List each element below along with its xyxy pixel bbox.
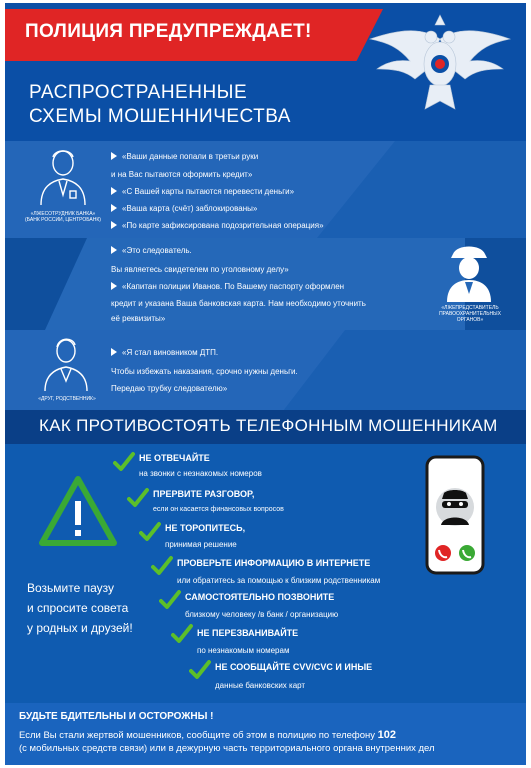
bank-quote-2-text: «С Вашей карты пытаются перевести деньги» <box>122 187 295 196</box>
police-phone-number: 102 <box>377 729 396 741</box>
bank-quote-3 <box>111 204 257 214</box>
police-quote-1-text: «Это следователь. <box>122 246 192 255</box>
banner-title: ПОЛИЦИЯ ПРЕДУПРЕЖДАЕТ! <box>25 21 312 42</box>
tip-1-sub: на звонки с незнакомых номеров <box>139 469 262 478</box>
bullet-triangle-icon <box>111 204 117 212</box>
tip-5-sub: близкому человеку /в банк / организацию <box>185 610 339 619</box>
relative-quote-1c-text: Передаю трубку следователю» <box>111 384 228 393</box>
poster <box>5 3 526 765</box>
relative-role-label <box>29 396 105 402</box>
check-icon <box>127 487 149 509</box>
bullet-triangle-icon <box>111 282 117 290</box>
bank-role-line-1: «ЛЖЕСОТРУДНИК БАНКА» <box>30 211 96 217</box>
tip-2-sub: если он касается финансовых вопросов <box>153 506 284 513</box>
phone-thief-icon <box>425 455 485 575</box>
warning-triangle-icon <box>37 473 119 549</box>
police-quote-1 <box>111 246 192 256</box>
police-quote-1b-text: Вы являетесь свидетелем по уголовному делу» <box>111 265 289 274</box>
bullet-triangle-icon <box>111 187 117 195</box>
bank-quote-3-text: «Ваша карта (счёт) заблокированы» <box>122 204 258 213</box>
check-icon <box>139 521 161 543</box>
bank-role-line-2: (БАНК РОССИИ, ЦЕНТРОБАНК) <box>25 217 101 223</box>
relative-quote-1b <box>111 367 298 377</box>
police-quote-2c-text: её реквизиты» <box>111 314 166 323</box>
relative-quote-1 <box>111 348 218 358</box>
bullet-triangle-icon <box>111 221 117 229</box>
police-role-line-3: ОРГАНОВ» <box>456 317 484 323</box>
police-quote-2 <box>111 282 344 292</box>
footer-heading: БУДЬТЕ БДИТЕЛЬНЫ И ОСТОРОЖНЫ ! <box>19 711 214 722</box>
police-quote-2c <box>111 314 165 324</box>
tip-6-sub: по незнакомым номерам <box>197 646 290 655</box>
relative-quote-1b-text: Чтобы избежать наказания, срочно нужны деньги. <box>111 367 298 376</box>
bank-quote-1-text: «Ваши данные попали в третьи руки <box>122 152 259 161</box>
police-quote-1b <box>111 265 289 275</box>
police-officer-icon <box>443 242 495 304</box>
tip-1-head: НЕ ОТВЕЧАЙТЕ <box>139 453 210 463</box>
police-role-line-1: «ЛЖЕПРЕДСТАВИТЕЛЬ <box>441 305 499 311</box>
advice-line-1: Возьмите паузу <box>27 581 115 595</box>
page-heading <box>29 81 291 129</box>
bank-quote-1b <box>111 170 252 180</box>
bullet-triangle-icon <box>111 152 117 160</box>
bank-quote-2 <box>111 187 294 197</box>
tip-3-sub: принимая решение <box>165 540 237 549</box>
police-quote-2b-text: кредит и указана Ваша банковская карта. Нам необходимо уточнить <box>111 299 366 308</box>
police-role-line-2: ПРАВООХРАНИТЕЛЬНЫХ <box>439 311 501 317</box>
bullet-triangle-icon <box>111 246 117 254</box>
section-title: КАК ПРОТИВОСТОЯТЬ ТЕЛЕФОННЫМ МОШЕННИКАМ <box>39 416 498 435</box>
tip-4-head: ПРОВЕРЬТЕ ИНФОРМАЦИЮ В ИНТЕРНЕТЕ <box>177 558 371 568</box>
tip-4-sub: или обратитесь за помощью к близким родственникам <box>177 576 381 585</box>
tip-2-head: ПРЕРВИТЕ РАЗГОВОР, <box>153 489 255 499</box>
footer-line-2: (с мобильных средств связи) или в дежурную часть территориального органа внутренних дел <box>19 743 435 754</box>
heading-line-1: РАСПРОСТРАНЕННЫЕ <box>29 82 248 103</box>
check-icon <box>159 589 181 611</box>
bank-employee-icon <box>37 145 89 207</box>
tip-5-head: САМОСТОЯТЕЛЬНО ПОЗВОНИТЕ <box>185 592 335 602</box>
relative-quote-1c <box>111 384 227 394</box>
check-icon <box>171 623 193 645</box>
police-quote-2b <box>111 299 366 309</box>
bank-role-label <box>23 211 103 223</box>
footer-line-1-text: Если Вы стали жертвой мошенников, сообщите об этом в полицию по телефону <box>19 730 375 741</box>
bank-quote-1 <box>111 152 258 162</box>
bank-quote-4-text: «По карте зафиксирована подозрительная операция» <box>122 221 324 230</box>
bullet-triangle-icon <box>111 348 117 356</box>
tip-6-head: НЕ ПЕРЕЗВАНИВАЙТЕ <box>197 628 299 638</box>
heading-line-2: СХЕМЫ МОШЕННИЧЕСТВА <box>29 106 291 127</box>
bank-quote-1b-text: и на Вас пытаются оформить кредит» <box>111 170 253 179</box>
footer-line-1 <box>19 729 396 741</box>
advice-line-2: и спросите совета <box>27 601 129 615</box>
police-quote-2-text: «Капитан полиции Иванов. По Вашему паспорту оформлен <box>122 282 345 291</box>
relative-icon <box>41 335 91 393</box>
relative-role-line-1: «ДРУГ, РОДСТВЕННИК» <box>38 396 96 402</box>
bank-quote-4 <box>111 221 324 231</box>
tip-3-head: НЕ ТОРОПИТЕСЬ, <box>165 523 246 533</box>
check-icon <box>113 451 135 473</box>
police-eagle-emblem-icon <box>365 9 515 119</box>
tip-7-sub: данные банковских карт <box>215 681 306 690</box>
check-icon <box>189 659 211 681</box>
advice-line-3: у родных и друзей! <box>27 621 133 635</box>
check-icon <box>151 555 173 577</box>
advice-text <box>27 578 133 638</box>
relative-quote-1-text: «Я стал виновником ДТП. <box>122 348 219 357</box>
tip-7-head: НЕ СООБЩАЙТЕ CVV/CVC И ИНЫЕ <box>215 662 373 672</box>
police-role-label <box>435 305 505 323</box>
